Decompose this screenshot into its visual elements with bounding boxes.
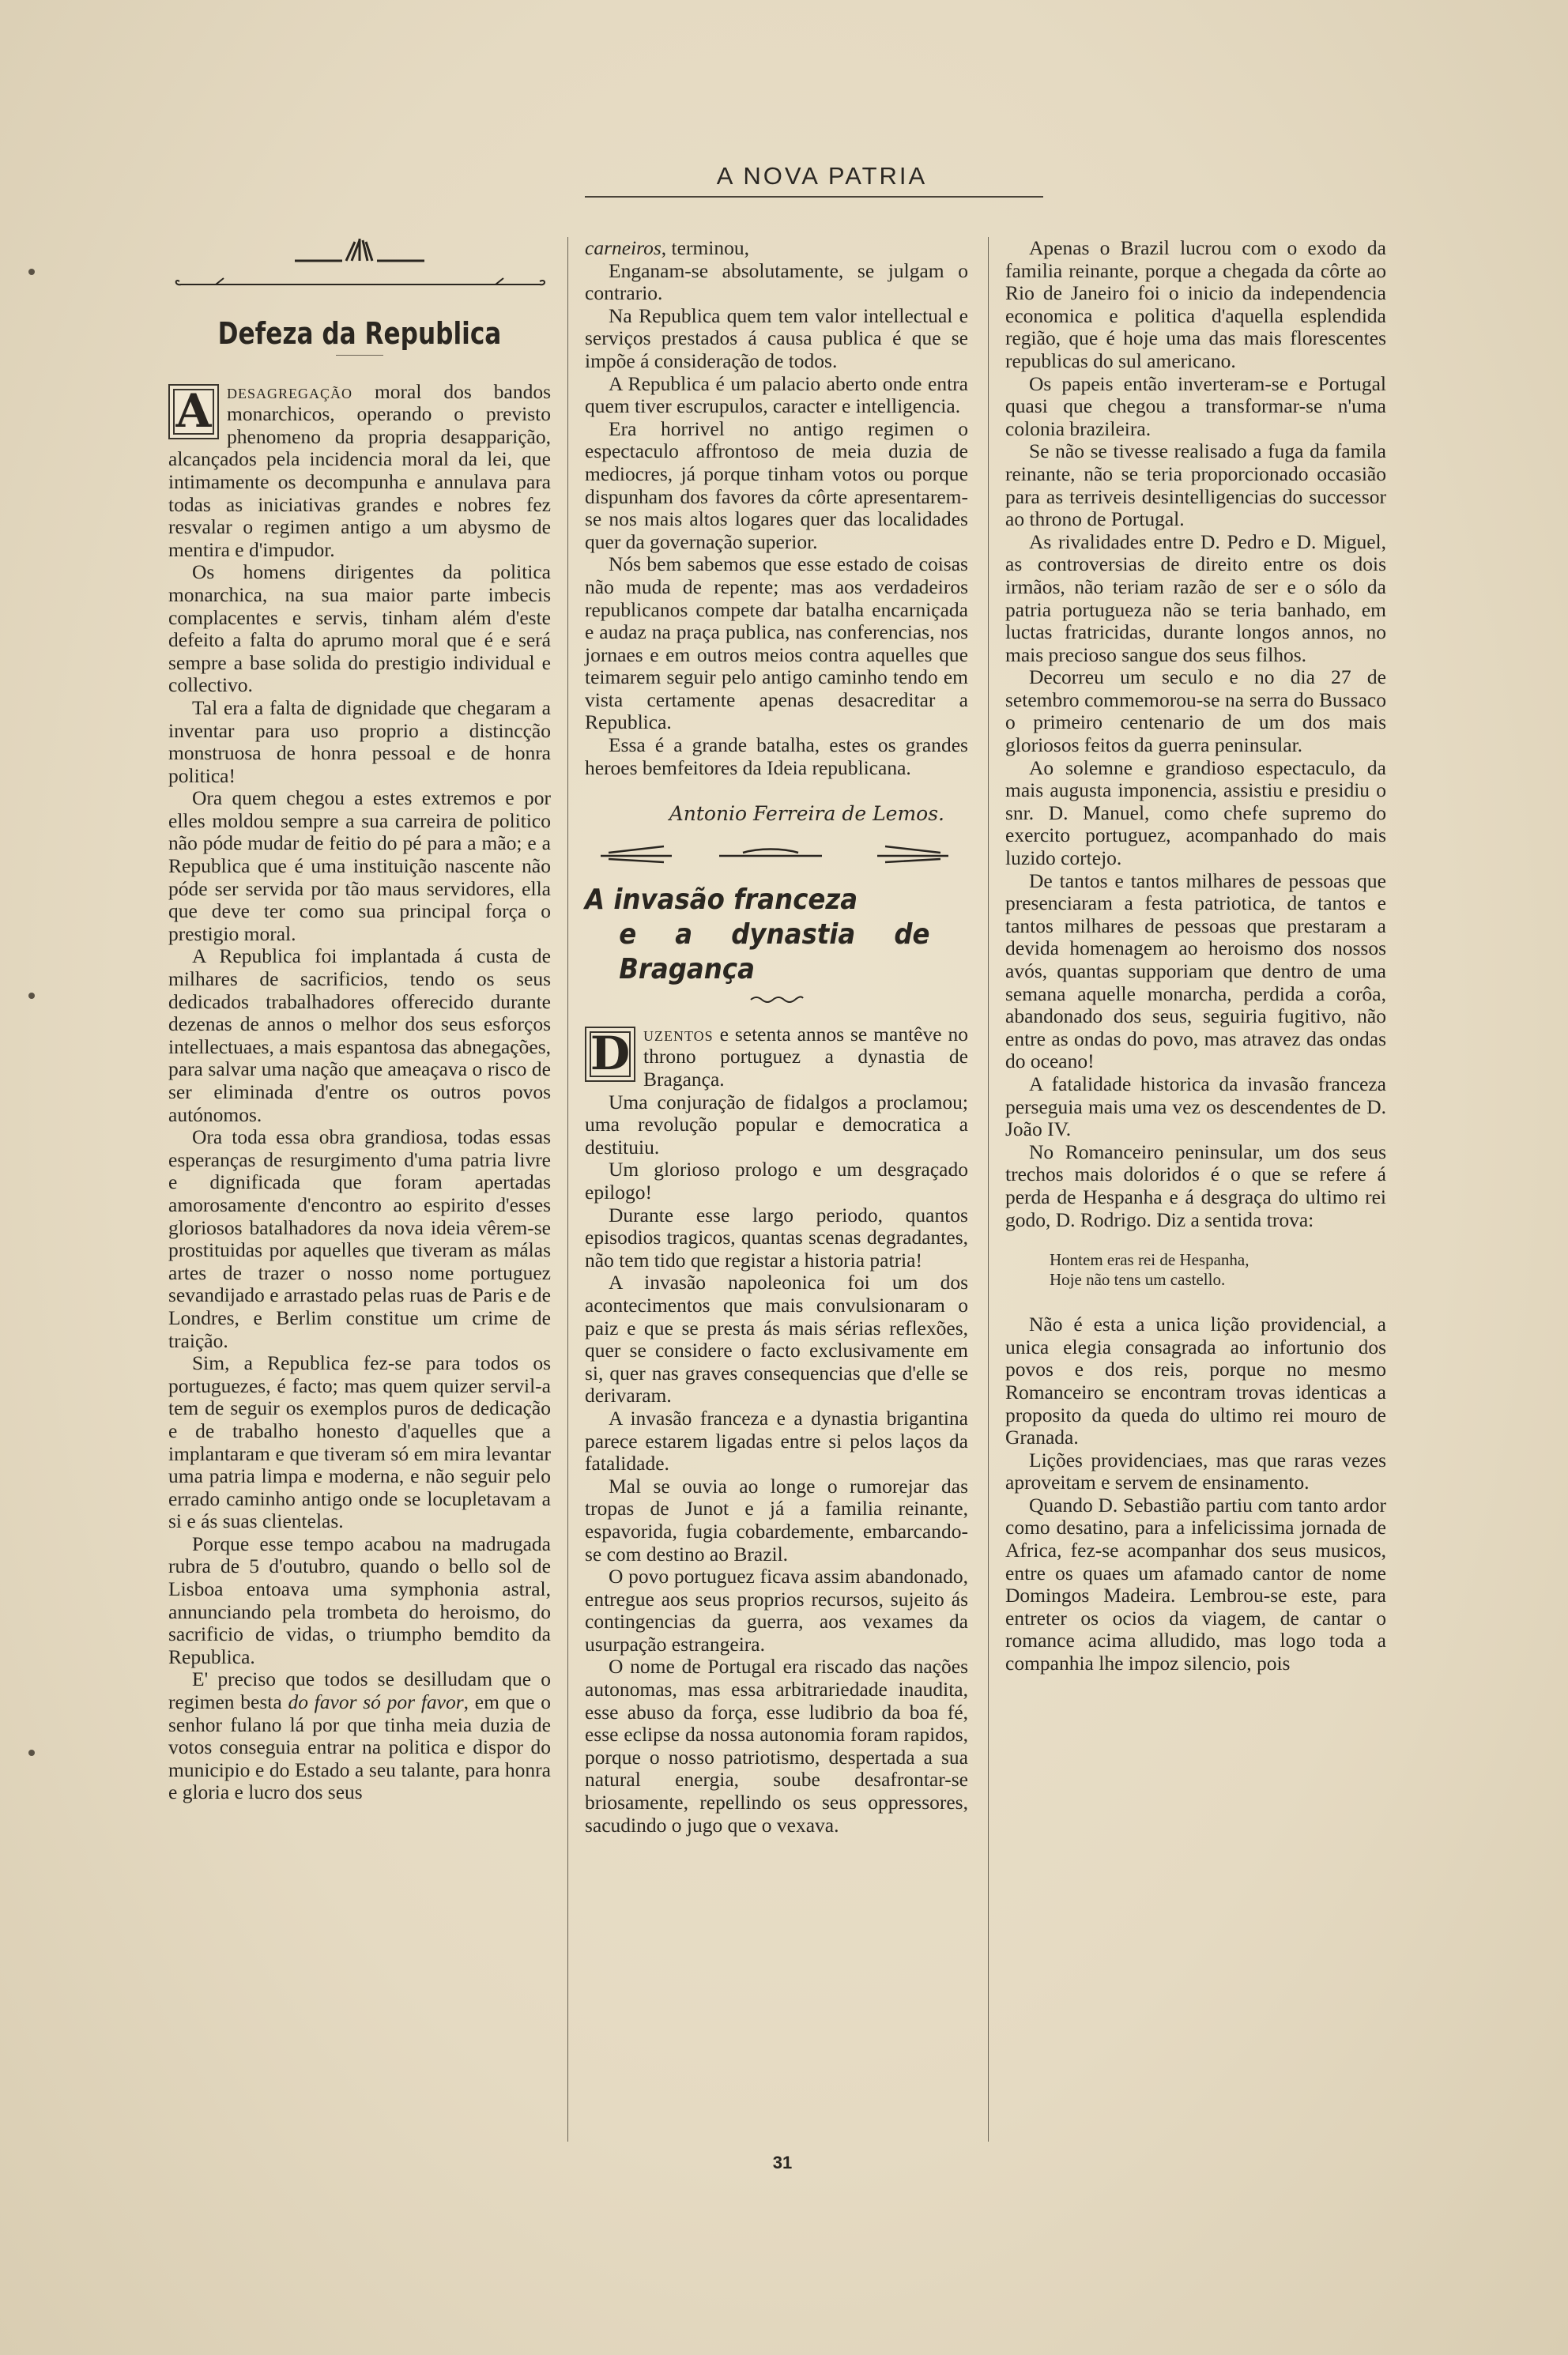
paragraph: Os homens dirigentes da politica monarchica, na sua maior parte imbecis complacentes e servis, tinham além d'este defeito a falta do aprumo moral que é e será sempre a base solida do prestigio individual e collectivo. [168, 560, 551, 697]
paragraph-continued [585, 237, 968, 260]
title-rule [336, 355, 383, 356]
lead-text: moral dos bandos monarchicos, operando o previsto phenomeno da propria desapparição, alcançados pela incidencia moral da lei, que intimamente os decompunha e annulava para todas as iniciativas grandes e nobres fez resvalar o regimen antigo a um abysmo de mentira e d'impudor. [168, 379, 551, 561]
lead-smallcaps: desagregação [227, 379, 353, 403]
lead-smallcaps: uzentos [643, 1022, 714, 1046]
article-title: Defeza da Republica [217, 316, 502, 351]
dropcap: D [585, 1027, 635, 1082]
top-ornament-icon [168, 237, 551, 300]
paragraph: O povo portuguez ficava assim abandonado, entregue aos seus proprios recursos, sujeito ás contingencias da guerra, aos vexames da usurpação estrangeira. [585, 1565, 968, 1656]
dropcap: A [168, 384, 219, 439]
paragraph: Porque esse tempo acabou na madrugada rubra de 5 d'outubro, quando o bello sol de Lisboa entoava uma symphonia astral, annunciando pela trombeta do heroismo, do sacrificio de vidas, o triumpho bemdito da Republica. [168, 1532, 551, 1668]
binding-hole-icon [28, 993, 35, 999]
binding-hole-icon [28, 269, 35, 275]
paragraph: As rivalidades entre D. Pedro e D. Miguel, as controversias de direito entre os dois irmãos, não teriam razão de ser e o sólo da patria portugueza não se teria banhado, em luctas fratricidas, durante longos annos, no mais precioso sangue dos seus filhos. [1005, 529, 1386, 666]
italic-run: carneiros [585, 236, 662, 259]
paragraph: Decorreu um seculo e no dia 27 de setembro commemorou-se na serra do Bussaco o primeiro centenario de um dos mais gloriosos feitos da guerra peninsular. [1005, 665, 1386, 757]
title-line-2: e a dynastia de Bragança [619, 918, 930, 985]
column-rule-2 [988, 237, 989, 2142]
paragraph: Essa é a grande batalha, estes os grandes heroes bemfeitores da Ideia republicana. [585, 733, 968, 779]
paragraph: Tal era a falta de dignidade que chegaram a inventar para uso proprio a distincção monstruosa de honra pessoal e de honra politica! [168, 695, 551, 787]
poem-line: Hoje não tens um castello. [1050, 1270, 1226, 1290]
lead-text: e setenta annos se mantêve no throno portuguez a dynastia de Bragança. [643, 1022, 968, 1091]
paragraph: Ora quem chegou a estes extremos e por elles moldou sempre a sua carreira de politico não póde mudar de feitio do pé para a mão; e a Republica que é uma instituição nascente não póde ser servida por tão maus servidores, ella que deve ter como sua principal força o prestigio moral. [168, 786, 551, 945]
paragraph: A fatalidade historica da invasão franceza perseguia mais uma vez os descendentes de D. João IV. [1005, 1072, 1386, 1141]
paragraph: A invasão napoleonica foi um dos acontecimentos que mais convulsionaram o paiz e que se presta ás mais sérias reflexões, quer se considere o facto exclusivamente em si, quer nas graves consequencias que d'elle se derivaram. [585, 1271, 968, 1407]
paragraph: Na Republica quem tem valor intellectual e serviços prestados á causa publica é que se impõe á consideração de todos. [585, 303, 968, 372]
column-1 [168, 237, 551, 1804]
paragraph: Apenas o Brazil lucrou com o exodo da familia reinante, porque a chegada da côrte ao Rio de Janeiro foi o inicio da independencia economica e politica d'aquella esplendida região, que é hoje uma das mais florescentes republicas do sul americano. [1005, 236, 1386, 372]
article-title [585, 883, 930, 987]
paragraph: A Republica foi implantada á custa de milhares de sacrificios, tendo os seus dedicados trabalhadores offerecido durante dezenas de annos o melhor dos seus esforços intellectuaes, a mais espantosa das abnegações, para salvar uma nação que ameaçava o risco de ser eliminada d'entre os outros povos autónomos. [168, 944, 551, 1126]
column-rule-1 [567, 237, 568, 2142]
paragraph: Quando D. Sebastião partiu com tanto ardor como desatino, para a infelicissima jornada de Africa, fez-se acompanhar dos seus musicos, entre os quaes um afamado cantor de nome Domingos Madeira. Lembrou-se este, para entreter os ocios da viagem, de cantar o romance acima alludido, mas logo toda a companhia lhe impoz silencio, pois [1005, 1493, 1386, 1675]
paragraph: Era horrivel no antigo regimen o espectaculo affrontoso de meia duzia de mediocres, já porque tinham votos ou porque dispunham dos favores da côrte apresentarem-se nos mais altos logares quer das localidades quer da governação superior. [585, 416, 968, 553]
paragraph: Sim, a Republica fez-se para todos os portuguezes, é facto; mas quem quizer servil-a tem de seguir os exemplos puros de dedicação e de trabalho honesto d'aquelles que a implantaram e que tiveram só em mira levantar uma patria limpa e moderna, e não seguir pelo errado caminho antigo onde se locupletavam a si e ás suas clientelas. [168, 1351, 551, 1533]
paragraph: Os papeis então inverteram-se e Portugal quasi que chegou a transformar-se n'uma colonia brazileira. [1005, 371, 1386, 440]
poem-quote [1050, 1250, 1386, 1290]
paragraph: Ao solemne e grandioso espectaculo, da mais augusta imponencia, assistiu e presidiu o snr. D. Manuel, como chefe supremo do exercito portuguez, acompanhado do mais luzido cortejo. [1005, 755, 1386, 870]
paragraph: Se não se tivesse realisado a fuga da famila reinante, não se teria proporcionado occasião para as terriveis desintelligencias do successor ao throno de Portugal. [1005, 439, 1386, 531]
binding-hole-icon [28, 1750, 35, 1756]
text-run: , terminou, [661, 236, 749, 259]
paragraph: Ora toda essa obra grandiosa, todas essas esperanças de resurgimento d'uma patria livre e dignificada que foram apertadas amorosamente d'encontro ao espirito d'esses gloriosos batalhadores da nova ideia vêrem-se prostituidas por aquelles que tiveram as málas artes de trazer o nosso nome portuguez sevandijado e arrastado pelas ruas de Paris e de Londres, e Berlim constitue um crime de traição. [168, 1125, 551, 1352]
text-run: E' preciso que todos se desilludam que o regimen besta [168, 1667, 551, 1714]
author-signature: Antonio Ferreira de Lemos. [669, 802, 944, 826]
page-number: 31 [772, 2153, 793, 2172]
paragraph [168, 1668, 551, 1804]
text-run: , em que o senhor fulano lá por que tinha meia duzia de votos conseguia entrar na politica e dispor do municipio e do Estado a seu talante, para honra e gloria e lucro dos seus [168, 1690, 551, 1804]
paragraph: Nós bem sabemos que esse estado de coisas não muda de repente; mas aos verdadeiros republicanos compete dar batalha encarniçada e audaz na praça publica, nas conferencias, nos jornaes e em outros meios contra aquelles que teimarem seguir pelo antigo caminho tendo em vista certamente apenas desacreditar a Republica. [585, 552, 968, 734]
squiggle-ornament-icon [749, 993, 805, 1006]
running-header: A NOVA PATRIA [716, 162, 928, 190]
paragraph: Uma conjuração de fidalgos a proclamou; uma revolução popular e democratica a destituiu. [585, 1090, 968, 1159]
paragraph: No Romanceiro peninsular, um dos seus trechos mais doloridos é o que se refere á perda de Hespanha e á desgraça do ultimo rei godo, D. Rodrigo. Diz a sentida trova: [1005, 1140, 1386, 1231]
paragraph: Mal se ouvia ao longe o rumorejar das tropas de Junot e já a familia reinante, espavorida, fugia cobardemente, embarcando-se com destino ao Brazil. [585, 1474, 968, 1566]
paragraph: A invasão franceza e a dynastia brigantina parece estarem ligadas entre si pelos laços da fatalidade. [585, 1406, 968, 1475]
header-rule [585, 196, 1043, 198]
column-2 [585, 237, 968, 1837]
paragraph: A Republica é um palacio aberto onde entra quem tiver escrupulos, caracter e intelligencia. [585, 371, 968, 418]
section-divider-icon [585, 842, 968, 865]
title-line-1: A invasão franceza [585, 883, 858, 916]
paragraph: De tantos e tantos milhares de pessoas que presenciaram a festa patriotica, de tantos e tantos milhares de pessoas que prestaram a devida homenagem ao heroismo dos nossos avós, quantas supporiam que dentro de uma semana aquelle monarcha, perdida a corôa, abandonado dos seus, seguiria fugitivo, não entre as ondas do povo, mas atravez das ondas do oceano! [1005, 869, 1386, 1073]
lead-paragraph [168, 381, 551, 562]
paragraph: Durante esse largo periodo, quantos episodios tragicos, quantas scenas degradantes, não tem tido que registar a historia patria! [585, 1203, 968, 1272]
lead-paragraph [585, 1023, 968, 1091]
italic-run: do favor só por favor [288, 1690, 464, 1714]
column-3 [1005, 237, 1386, 1675]
paragraph: O nome de Portugal era riscado das nações autonomas, mas essa arbitrariedade inaudita, esse abuso da força, esse ludibrio da boa fé, esse eclipse da nossa autonomia foram rapidos, porque o nosso patriotismo, despertada a sua natural energia, soube desafrontar-se briosamente, repellindo os seus oppressores, sacudindo o jugo que o vexava. [585, 1655, 968, 1837]
paragraph: Um glorioso prologo e um desgraçado epilogo! [585, 1158, 968, 1204]
poem-line: Hontem eras rei de Hespanha, [1050, 1250, 1250, 1270]
paragraph: Enganam-se absolutamente, se julgam o contrario. [585, 258, 968, 305]
paragraph: Lições providenciaes, mas que raras vezes aproveitam e servem de ensinamento. [1005, 1448, 1386, 1494]
paragraph: Não é esta a unica lição providencial, a unica elegia consagrada ao infortunio dos povos e dos reis, porque no mesmo Romanceiro se encontram trovas identicas a proposito da queda do ultimo rei mouro de Granada. [1005, 1313, 1386, 1449]
